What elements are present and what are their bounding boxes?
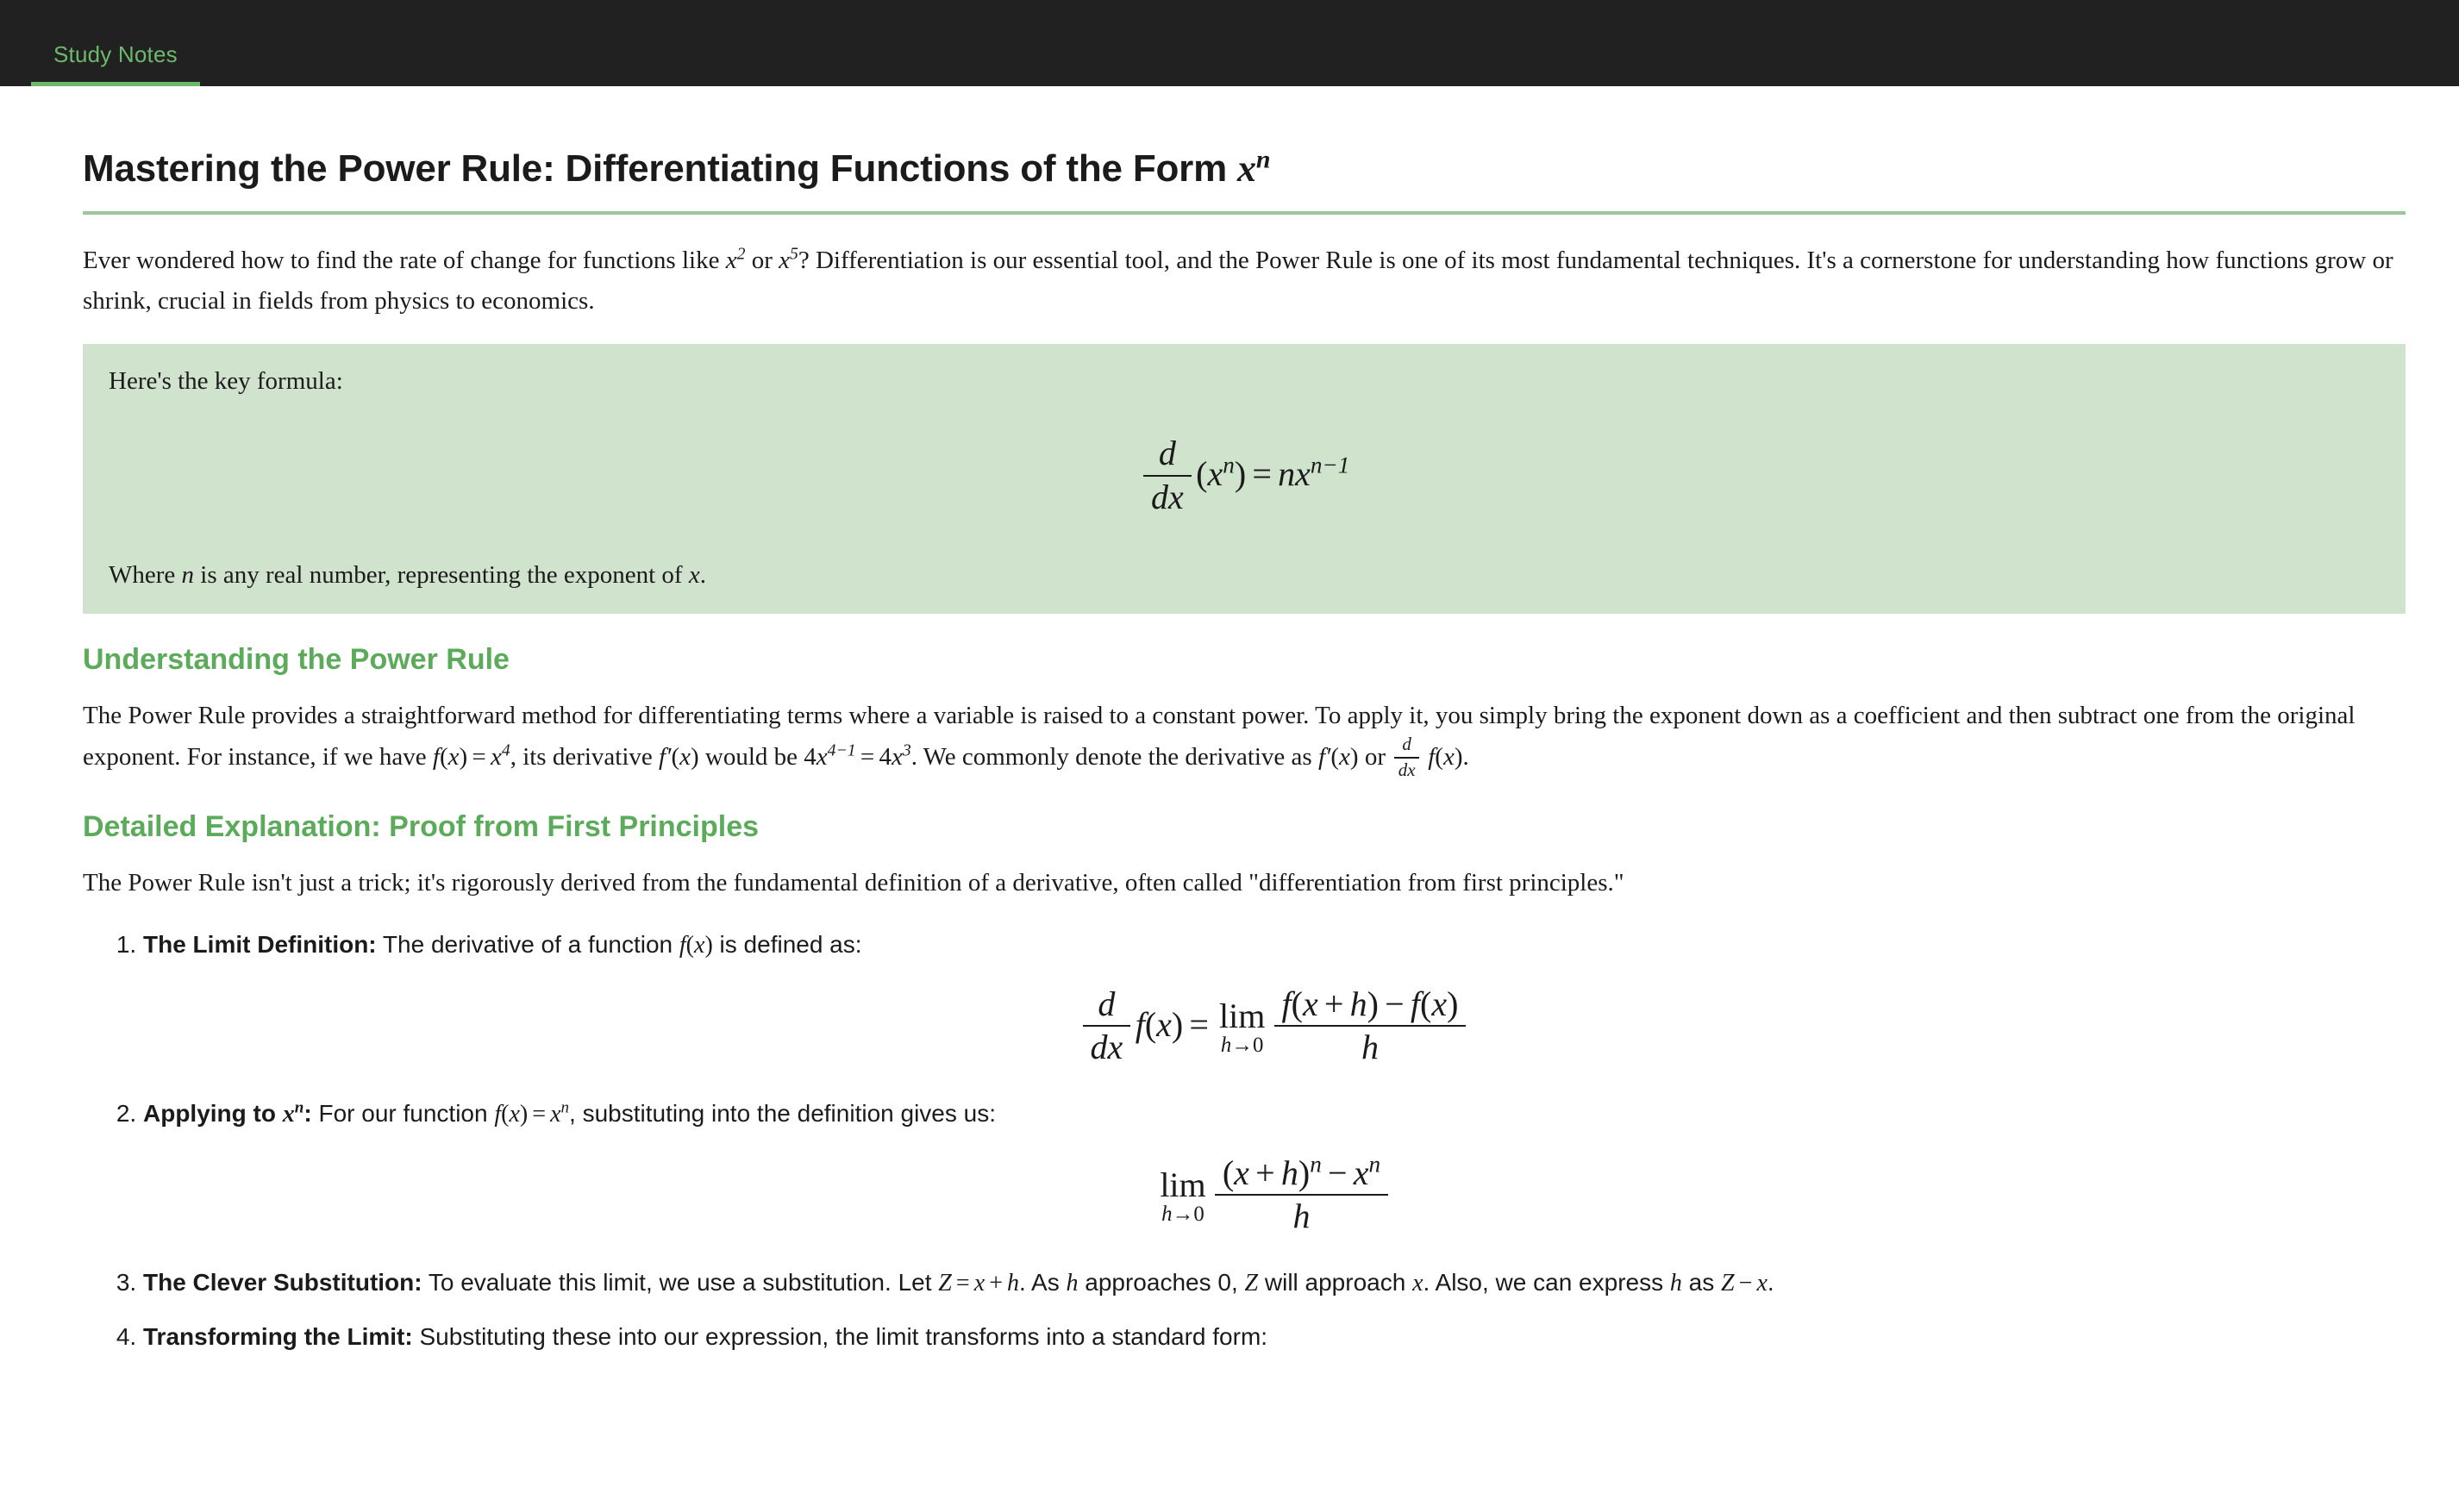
math-f-of-x-equals-x4: $f(x) = x^4$ bbox=[432, 740, 510, 771]
limit-definition-equation: $\frac{d}{dx}$ f(x) = lim h→0 $\frac{f(x + h) - f(x)}{h}$ bbox=[143, 987, 2406, 1070]
math-f-of-x-equals-xn: $f(x) = x^n$ bbox=[494, 1098, 570, 1128]
tab-study-notes[interactable]: Study Notes bbox=[31, 41, 200, 86]
step-title-colon: : bbox=[303, 1100, 312, 1128]
step-text-a: For our function bbox=[311, 1100, 495, 1128]
step-text-g: . bbox=[1767, 1269, 1774, 1296]
section-heading-detailed-explanation: Detailed Explanation: Proof from First Principles bbox=[83, 810, 760, 844]
page-title bbox=[83, 145, 2406, 192]
callout-math-n: n bbox=[181, 561, 195, 590]
page-title-math: $x^n$ bbox=[1237, 145, 1271, 190]
intro-text-c: ? Differentiation is our essential tool, and the Power Rule is one of its most fundamental techniques. It's a cornerstone for understanding how functions grow or shrink, crucial in fields from physics to economics. bbox=[83, 247, 2393, 315]
understanding-text-a: The Power Rule provides a straightforward method for differentiating terms where a variable is raised to a constant power. To apply it, you simply bring the exponent down as a coefficient and then subtract one from the original exponent. For instance, if we have bbox=[83, 701, 2356, 771]
step-text-a: Substituting these into our expression, the limit transforms into a standard form: bbox=[412, 1322, 1268, 1350]
understanding-text-e: or bbox=[1358, 742, 1392, 771]
list-item bbox=[143, 1095, 2406, 1238]
math-x-1: x bbox=[1412, 1270, 1423, 1297]
list-item bbox=[143, 926, 2406, 1069]
math-xn-title: $x^n$ bbox=[282, 1098, 304, 1128]
callout-tail-a: Where bbox=[109, 561, 182, 590]
callout-tail bbox=[109, 557, 2380, 595]
math-z-minus-x: Z − x bbox=[1721, 1270, 1768, 1297]
intro-math-x2: $x^2$ bbox=[725, 244, 746, 274]
callout-tail-c: . bbox=[699, 561, 706, 590]
step-title-text: Applying to bbox=[143, 1100, 283, 1128]
key-formula-equation: $\frac{d}{dx}$ $(x^n) = nx^{n-1}$ bbox=[109, 436, 2380, 519]
intro-paragraph bbox=[83, 241, 2406, 322]
step-text-a: To evaluate this limit, we use a substitution. Let bbox=[422, 1269, 939, 1296]
article-page bbox=[0, 86, 2459, 1355]
step-text-b: . As bbox=[1019, 1269, 1067, 1296]
title-divider bbox=[83, 211, 2406, 215]
detailed-explanation-paragraph: The Power Rule isn't just a trick; it's rigorously derived from the fundamental definition of a derivative, often called "differentiation from first principles." bbox=[83, 869, 1624, 897]
intro-text-a: Ever wondered how to find the rate of change for functions like bbox=[83, 247, 726, 274]
step-title: The Clever Substitution: bbox=[143, 1269, 422, 1296]
intro-text-b: or bbox=[745, 247, 779, 274]
intro-math-x5: $x^5$ bbox=[779, 244, 798, 274]
math-z-1: Z bbox=[1244, 1270, 1259, 1297]
step-text-b: , substituting into the definition gives us: bbox=[569, 1100, 996, 1128]
math-ddx-f-of-x: $\frac{d}{dx}$ f(x) bbox=[1392, 743, 1462, 771]
callout-math-x: x bbox=[688, 561, 700, 590]
top-navigation-bar bbox=[0, 0, 2459, 86]
callout-tail-b: is any real number, representing the exponent of bbox=[194, 561, 689, 590]
math-f-of-x: f(x) bbox=[679, 932, 713, 959]
understanding-text-c: would be bbox=[698, 742, 804, 771]
math-h-2: h bbox=[1669, 1270, 1682, 1297]
understanding-text-f: . bbox=[1462, 742, 1469, 771]
step-text-c: approaches 0, bbox=[1078, 1269, 1245, 1296]
step-text-a: The derivative of a function bbox=[376, 931, 679, 959]
math-f-prime-of-x-2: f′(x) bbox=[1317, 742, 1359, 771]
step-text-e: . Also, we can express bbox=[1423, 1269, 1670, 1296]
understanding-text-d: . We commonly denote the derivative as bbox=[910, 742, 1318, 771]
step-text-f: as bbox=[1681, 1269, 1722, 1296]
math-h-1: h bbox=[1066, 1270, 1079, 1297]
section-heading-understanding: Understanding the Power Rule bbox=[83, 642, 510, 676]
understanding-text-b: , its derivative bbox=[510, 742, 660, 771]
callout-lead: Here's the key formula: bbox=[109, 366, 343, 395]
applying-to-xn-equation: lim h→0 $\frac{(x + h)^n - x^n}{h}$ bbox=[143, 1156, 2406, 1239]
step-text-d: will approach bbox=[1258, 1269, 1413, 1296]
list-item bbox=[143, 1318, 2406, 1355]
proof-steps-list bbox=[83, 926, 2406, 1355]
math-z-equals-x-plus-h: Z = x + h bbox=[938, 1270, 1020, 1297]
step-text-b: is defined as: bbox=[712, 931, 862, 959]
math-4x-power: $4x^{4-1} = 4x^3$ bbox=[804, 740, 911, 771]
step-title bbox=[143, 1100, 312, 1127]
math-f-prime-of-x-1: f′(x) bbox=[659, 742, 699, 771]
list-item bbox=[143, 1264, 2406, 1302]
page-title-text: Mastering the Power Rule: Differentiating Functions of the Form bbox=[83, 147, 1238, 190]
understanding-paragraph bbox=[83, 696, 2406, 782]
key-formula-callout bbox=[83, 344, 2406, 614]
step-title: The Limit Definition: bbox=[143, 931, 377, 959]
step-title: Transforming the Limit: bbox=[143, 1322, 413, 1350]
